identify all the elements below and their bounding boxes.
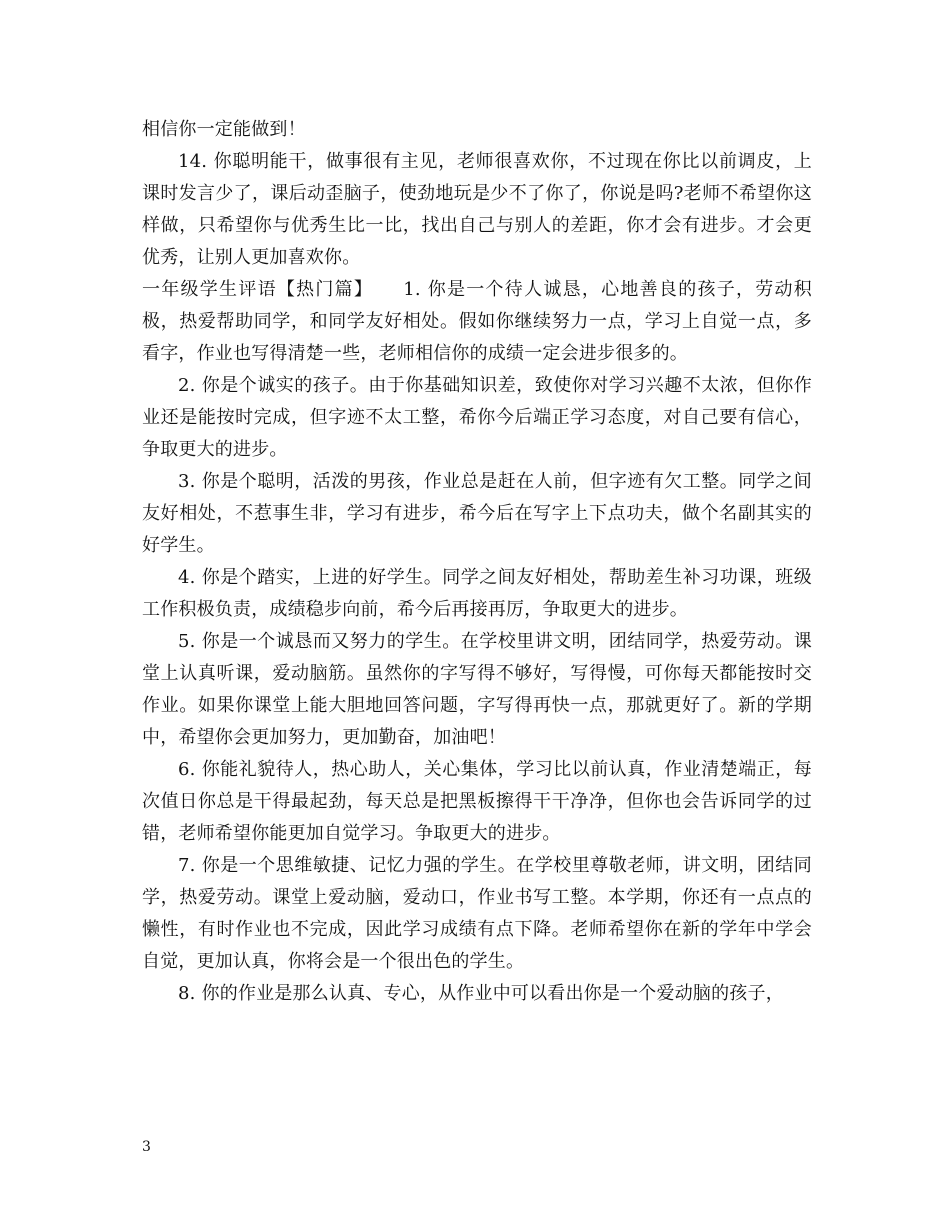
comment-paragraph-2: 2. 你是个诚实的孩子。由于你基础知识差，致使你对学习兴趣不太浓，但你作业还是能按时完成，但字迹不太工整，希你今后端正学习态度，对自己要有信心，争取更大的进步。	[142, 375, 812, 460]
page-number: 3	[142, 1139, 151, 1155]
comment-paragraph-14: 14. 你聪明能干，做事很有主见，老师很喜欢你，不过现在你比以前调皮，上课时发言少了，课后动歪脑子，使劲地玩是少不了你了，你说是吗?老师不希望你这样做，只希望你与优秀生比一比，找出自己与别人的差距，你才会有进步。才会更优秀，让别人更加喜欢你。	[142, 151, 812, 268]
comment-paragraph-4: 4. 你是个踏实，上进的好学生。同学之间友好相处，帮助差生补习功课，班级工作积极负责，成绩稳步向前，希今后再接再厉，争取更大的进步。	[142, 567, 812, 620]
comment-paragraph-5: 5. 你是一个诚恳而又努力的学生。在学校里讲文明，团结同学，热爱劳动。课堂上认真听课，爱动脑筋。虽然你的字写得不够好，写得慢，可你每天都能按时交作业。如果你课堂上能大胆地回答问题，字写得再快一点，那就更好了。新的学期中，希望你会更加努力，更加勤奋，加油吧！	[142, 631, 812, 748]
comment-paragraph-3: 3. 你是个聪明，活泼的男孩，作业总是赶在人前，但字迹有欠工整。同学之间友好相处，不惹事生非，学习有进步，希今后在写字上下点功夫，做个名副其实的好学生。	[142, 471, 812, 556]
document-body	[142, 114, 812, 1010]
comment-paragraph-7: 7. 你是一个思维敏捷、记忆力强的学生。在学校里尊敬老师，讲文明，团结同学，热爱劳动。课堂上爱动脑，爱动口，作业书写工整。本学期，你还有一点点的懒性，有时作业也不完成，因此学习成绩有点下降。老师希望你在新的学年中学会自觉，更加认真，你将会是一个很出色的学生。	[142, 855, 812, 972]
section-paragraph-first-grade	[142, 274, 812, 370]
comment-text-1: 1. 你是一个待人诚恳，心地善良的孩子，劳动积极，热爱帮助同学，和同学友好相处。假如你继续努力一点，学习上自觉一点，多看字，作业也写得清楚一些，老师相信你的成绩一定会进步很多的。	[142, 279, 812, 364]
section-heading: 一年级学生评语【热门篇】	[142, 279, 374, 300]
comment-paragraph-8: 8. 你的作业是那么认真、专心，从作业中可以看出你是一个爱动脑的孩子，	[178, 983, 784, 1004]
comment-paragraph-6: 6. 你能礼貌待人，热心助人，关心集体，学习比以前认真，作业清楚端正，每次值日你总是干得最起劲，每天总是把黑板擦得干干净净，但你也会告诉同学的过错，老师希望你能更加自觉学习。争取更大的进步。	[142, 759, 812, 844]
paragraph-continuation: 相信你一定能做到！	[142, 119, 306, 140]
